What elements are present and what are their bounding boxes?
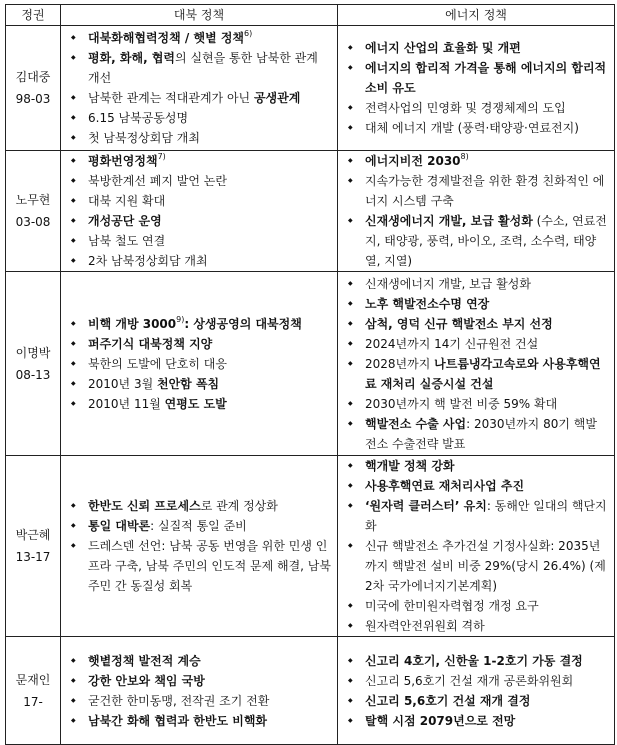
item-text: 탈핵 시점 2079년으로 전망 (365, 713, 516, 728)
footnote-marker: 6) (244, 29, 253, 38)
item-text: 2차 남북정상회담 개최 (88, 254, 208, 268)
list-item (61, 231, 331, 251)
item-text: 2024년까지 14기 신규원전 건설 (365, 336, 539, 351)
item-text: 퍼주기식 대북정책 지양 (88, 336, 213, 351)
north-policy-cell (61, 272, 338, 456)
item-text: : 실질적 통일 준비 (150, 519, 247, 533)
table-row (6, 26, 615, 151)
north-policy-cell (61, 456, 338, 637)
item-text: 첫 남북정상회담 개최 (88, 131, 200, 145)
table-row (6, 151, 615, 272)
item-text: 원자력안전위원회 격하 (365, 619, 485, 633)
item-text: 남북한 관계는 적대관계가 아닌 (88, 91, 254, 105)
header-north-policy: 대북 정책 (61, 5, 338, 26)
header-row (6, 5, 615, 26)
item-text: 신재생에너지 개발, 보급 활성화 (365, 276, 531, 291)
list-item (338, 118, 608, 138)
list-item (61, 108, 331, 128)
list-item (338, 596, 608, 616)
item-text: 핵개발 정책 강화 (365, 459, 455, 473)
item-text: 에너지비전 2030 (365, 154, 461, 168)
term-years: 98-03 (15, 92, 51, 106)
item-text: (수소, 연료전지, 태양광, 풍력, 바이오, 조력, 소수력, 태양열, 지열) (365, 214, 607, 268)
list-item (61, 651, 331, 671)
north-policy-cell (61, 637, 338, 745)
list-item (338, 456, 608, 476)
item-text: 공생관계 (253, 91, 301, 105)
item-text: 대체 에너지 개발 (풍력·태양광·연료전지) (365, 121, 579, 135)
president-name: 이명박 (15, 345, 51, 360)
list-item (338, 691, 608, 711)
era-cell (6, 637, 61, 745)
north-policy-cell (61, 151, 338, 272)
list-item (338, 651, 608, 671)
era-cell (6, 272, 61, 456)
item-text: 개성공단 운영 (88, 214, 162, 228)
list-item (338, 394, 608, 414)
table-row (6, 456, 615, 637)
list-item (338, 711, 608, 731)
item-text: 강한 안보와 책임 국방 (88, 673, 205, 688)
item-text: 남북간 화해 협력과 한반도 비핵화 (88, 713, 268, 728)
list-item (338, 171, 608, 211)
term-years: 08-13 (15, 367, 51, 382)
list-item (61, 191, 331, 211)
item-text: 에너지의 합리적 가격을 통해 에너지의 합리적 소비 유도 (365, 61, 607, 95)
energy-policy-list (338, 651, 614, 731)
item-text: 연평도 도발 (164, 396, 227, 411)
list-item (61, 516, 331, 536)
header-energy-policy: 에너지 정책 (338, 5, 615, 26)
item-text: 지속가능한 경제발전을 위한 환경 친화적인 에너지 시스템 구축 (365, 174, 605, 208)
energy-policy-cell (338, 456, 615, 637)
list-item (61, 671, 331, 691)
item-text: 대북화해협력정책 / 햇볕 정책 (88, 31, 245, 45)
item-text: 나트륨냉각고속로와 사용후핵연료 재처리 실증시설 건설 (365, 356, 601, 391)
president-name: 문재인 (15, 672, 51, 687)
item-text: 햇볕정책 발전적 계승 (88, 653, 201, 668)
term-years: 13-17 (15, 550, 51, 564)
era-cell (6, 26, 61, 151)
energy-policy-list (338, 151, 614, 271)
list-item (338, 616, 608, 636)
energy-policy-cell (338, 26, 615, 151)
item-text: 한반도 신뢰 프로세스 (88, 499, 201, 513)
policy-comparison-table (5, 4, 615, 745)
list-item (61, 48, 331, 88)
president-name: 노무현 (15, 193, 51, 207)
list-item (61, 88, 331, 108)
item-text: 노후 핵발전소수명 연장 (365, 296, 490, 311)
item-text: 평화번영정책 (88, 154, 158, 168)
item-text: 신고리 5,6호기 건설 재개 공론화위원회 (365, 673, 574, 688)
header-era: 정권 (6, 5, 61, 26)
north-policy-cell (61, 26, 338, 151)
energy-policy-list (338, 38, 614, 138)
president-name: 김대중 (15, 70, 51, 84)
list-item (61, 251, 331, 271)
term-years: 03-08 (15, 215, 51, 229)
list-item (338, 476, 608, 496)
list-item (338, 671, 608, 691)
north-policy-list (61, 496, 337, 596)
list-item (338, 211, 608, 271)
list-item (61, 536, 331, 596)
item-text: 신재생에너지 개발, 보급 활성화 (365, 214, 533, 228)
list-item (338, 58, 608, 98)
footnote-marker: 8) (460, 152, 469, 161)
item-text: 2030년까지 핵 발전 비중 59% 확대 (365, 396, 558, 411)
item-text: 신고리 4호기, 신한울 1-2호기 가동 결정 (365, 653, 583, 668)
item-text: 천안함 폭침 (157, 376, 220, 391)
energy-policy-cell (338, 151, 615, 272)
list-item (338, 274, 608, 294)
item-text: 핵발전소 수출 사업 (365, 416, 467, 431)
list-item (61, 211, 331, 231)
list-item (338, 354, 608, 394)
item-text: 6.15 남북공동성명 (88, 111, 189, 125)
item-text: 2028년까지 (365, 356, 435, 371)
list-item (61, 171, 331, 191)
item-text: 의 실현을 통한 남북한 관계 개선 (88, 51, 318, 85)
item-text: 굳건한 한미동맹, 전작권 조기 전환 (88, 693, 270, 708)
item-text: 2010년 11월 (88, 396, 165, 411)
item-text: 평화, 화해, 협력 (88, 51, 176, 65)
list-item (338, 334, 608, 354)
list-item (338, 314, 608, 334)
list-item (61, 691, 331, 711)
north-policy-list (61, 28, 337, 148)
list-item (61, 394, 331, 414)
president-name: 박근혜 (15, 528, 51, 542)
item-text: ‘원자력 클러스터’ 유치 (365, 499, 487, 513)
list-item (61, 151, 331, 171)
item-text: 로 관계 정상화 (200, 499, 278, 513)
list-item (338, 536, 608, 596)
item-text: : 상생공영의 대북정책 (184, 316, 302, 331)
list-item (338, 38, 608, 58)
list-item (338, 414, 608, 454)
item-text: 대북 지원 확대 (88, 194, 166, 208)
list-item (338, 98, 608, 118)
item-text: 미국에 한미원자력협정 개정 요구 (365, 599, 539, 613)
item-text: 신고리 5,6호기 건설 재개 결정 (365, 693, 531, 708)
term-years: 17- (23, 694, 43, 709)
list-item (61, 354, 331, 374)
energy-policy-list (338, 274, 614, 454)
list-item (61, 711, 331, 731)
list-item (61, 334, 331, 354)
list-item (61, 314, 331, 334)
item-text: 북한의 도발에 단호히 대응 (88, 356, 227, 371)
list-item (61, 28, 331, 48)
item-text: 2010년 3월 (88, 376, 157, 391)
north-policy-list (61, 314, 337, 414)
item-text: 전력사업의 민영화 및 경쟁체제의 도입 (365, 101, 566, 115)
list-item (61, 496, 331, 516)
list-item (338, 496, 608, 536)
north-policy-list (61, 651, 337, 731)
item-text: 드레스덴 선언: 남북 공동 번영을 위한 민생 인프라 구축, 남북 주민의 인도적 문제 해결, 남북 주민 간 동질성 회복 (88, 539, 331, 593)
item-text: 북방한계선 폐지 발언 논란 (88, 174, 227, 188)
energy-policy-cell (338, 637, 615, 745)
north-policy-list (61, 151, 337, 271)
energy-policy-cell (338, 272, 615, 456)
item-text: 에너지 산업의 효율화 및 개편 (365, 41, 521, 55)
energy-policy-list (338, 456, 614, 636)
item-text: 비핵 개방 3000 (88, 316, 177, 331)
item-text: : 2030년까지 80기 핵발전소 수출전략 발표 (365, 416, 597, 451)
list-item (61, 374, 331, 394)
item-text: 삼척, 영덕 신규 핵발전소 부지 선정 (365, 316, 553, 331)
item-text: 통일 대박론 (88, 519, 151, 533)
list-item (338, 151, 608, 171)
item-text: : 동해안 일대의 핵단지화 (365, 499, 607, 533)
footnote-marker: 9) (176, 314, 185, 324)
list-item (338, 294, 608, 314)
item-text: 남북 철도 연결 (88, 234, 166, 248)
item-text: 사용후핵연료 재처리사업 추진 (365, 479, 525, 493)
table-row (6, 637, 615, 745)
table-row (6, 272, 615, 456)
footnote-marker: 7) (157, 152, 166, 161)
item-text: 신규 핵발전소 추가건설 기정사실화: 2035년까지 핵발전 설비 비중 29%(당시 26.4%) (제2차 국가에너지기본계획) (365, 539, 606, 593)
list-item (61, 128, 331, 148)
era-cell (6, 456, 61, 637)
era-cell (6, 151, 61, 272)
